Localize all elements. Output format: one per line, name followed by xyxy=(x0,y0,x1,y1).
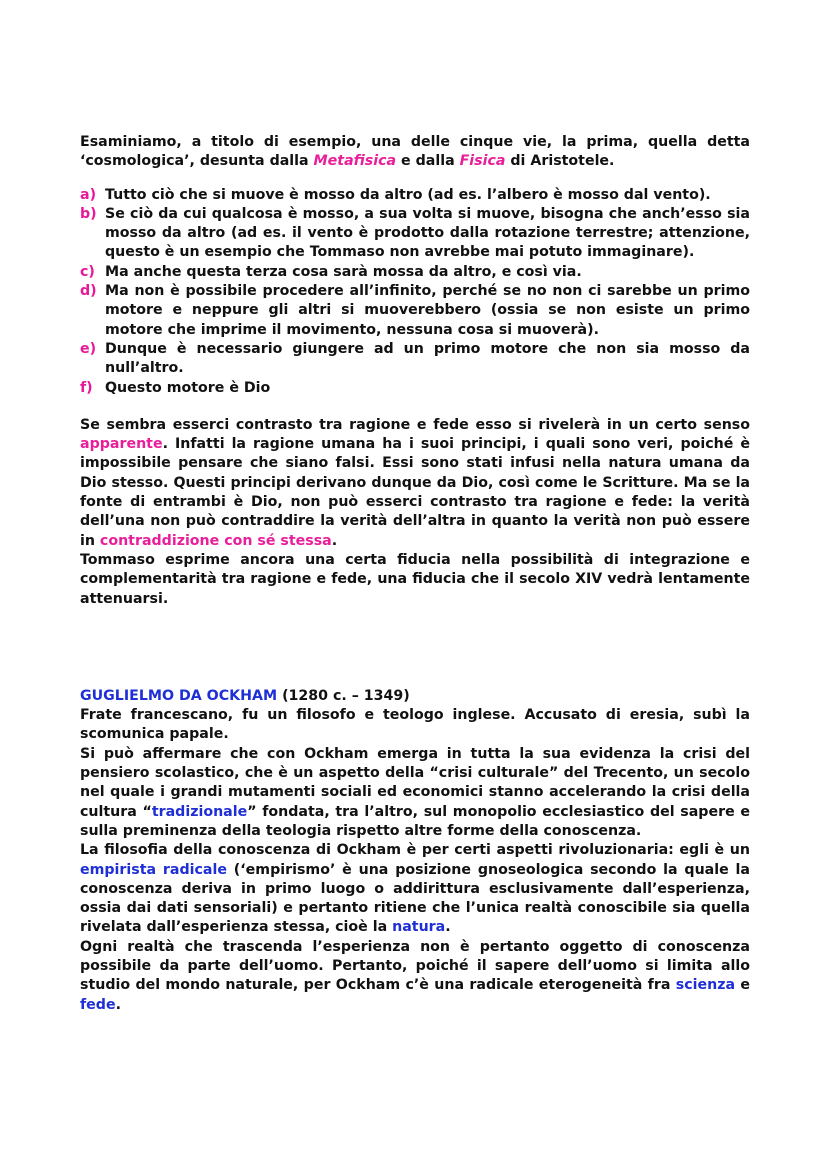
highlight-scienza: scienza xyxy=(675,977,736,994)
ockham-crisis-paragraph: Si può affermare che con Ockham emerga in tutta la sua evidenza la crisi del pensiero scolastico, che è un aspetto della “crisi culturale” del Trecento, un secolo nel quale i grandi mutamenti sociali ed economici stanno accelerando la crisi della cultura “tradizionale” fondata, tra l’altro, sul monopolio ecclesiastico del sapere e sulla preminenza della teologia rispetto altre forme della conoscenza. xyxy=(80,745,750,839)
ockham-name: GUGLIELMO DA OCKHAM xyxy=(80,687,278,704)
list-marker: c) xyxy=(80,263,95,280)
list-marker: b) xyxy=(80,205,97,222)
ockham-heading xyxy=(80,687,750,706)
list-item: e) Dunque è necessario giungere ad un primo motore che non sia mosso da null’altro. xyxy=(80,340,750,377)
ockham-bio-paragraph: Frate francescano, fu un filosofo e teologo inglese. Accusato di eresia, subì la scomunica papale. xyxy=(80,707,750,743)
list-marker: a) xyxy=(80,186,97,203)
faith-trust-paragraph: Tommaso esprime ancora una certa fiducia nella possibilità di integrazione e complementarità tra ragione e fede, una fiducia che il secolo XIV vedrà lentamente attenuarsi. xyxy=(80,551,750,607)
highlight-natura: natura xyxy=(392,919,446,936)
document-page xyxy=(80,133,750,1015)
list-item: b) Se ciò da cui qualcosa è mosso, a sua volta si muove, bisogna che anch’esso sia mosso da altro (ad es. il vento è prodotto dalla rotazione terrestre; attenzione, questo è un esempio che Tommaso non avrebbe mai potuto immaginare). xyxy=(80,205,750,261)
faith-reason-paragraph: Se sembra esserci contrasto tra ragione e fede esso si rivelerà in un certo senso apparente. Infatti la ragione umana ha i suoi principi, i quali sono veri, poiché è impossibile pensare che siano falsi. Essi sono stati infusi nella natura umana da Dio stesso. Questi principi derivano dunque da Dio, così come le Scritture. Ma se la fonte di entrambi è Dio, non può esserci contrasto tra ragione e fede: la verità dell’una non può contraddire la verità dell’altra in quanto la verità non può essere in contraddizione con sé stessa. xyxy=(80,416,750,549)
highlight-fisica: Fisica xyxy=(459,153,506,170)
list-item: f) Questo motore è Dio xyxy=(80,379,750,398)
ockham-heterogeneity-paragraph: Ogni realtà che trascenda l’esperienza non è pertanto oggetto di conoscenza possibile da parte dell’uomo. Pertanto, poiché il sapere dell’uomo si limita allo studio del mondo naturale, per Ockham c’è una radicale eterogeneità fra scienza e fede. xyxy=(80,938,751,1013)
highlight-metafisica: Metafisica xyxy=(313,153,397,170)
list-item: c) Ma anche questa terza cosa sarà mossa da altro, e così via. xyxy=(80,263,750,282)
highlight-empirista: empirista radicale xyxy=(80,861,227,878)
highlight-contraddizione: contraddizione con sé stessa xyxy=(99,532,332,549)
list-item: a) Tutto ciò che si muove è mosso da altro (ad es. l’albero è mosso dal vento). xyxy=(80,186,750,205)
highlight-fede: fede xyxy=(80,996,116,1013)
list-item: d) Ma non è possibile procedere all’infinito, perché se no non ci sarebbe un primo motore e neppure gli altri si muoverebbero (ossia se non esiste un primo motore che imprime il movimento, nessuna cosa si muoverà). xyxy=(80,283,750,338)
list-marker: e) xyxy=(80,340,97,357)
ockham-empiricism-paragraph: La filosofia della conoscenza di Ockham è per certi aspetti rivoluzionaria: egli è un empirista radicale (‘empirismo’ è una posizione gnoseologica secondo la quale la conoscenza deriva in primo luogo o addirittura esclusivamente dall’esperienza, ossia dai dati sensoriali) e pertanto ritiene che l’unica realtà conoscibile sia quella rivelata dall’esperienza stessa, cioè la natura. xyxy=(80,842,750,936)
highlight-apparente: apparente xyxy=(80,436,163,453)
ockham-dates: (1280 c. – 1349) xyxy=(277,687,410,704)
highlight-tradizionale: tradizionale xyxy=(151,803,248,820)
section-gap xyxy=(80,609,750,687)
list-marker: f) xyxy=(80,379,93,396)
intro-paragraph: Esaminiamo, a titolo di esempio, una delle cinque vie, la prima, quella detta ‘cosmologica’, desunta dalla Metafisica e dalla Fisica di Aristotele. xyxy=(80,134,750,170)
five-ways-steps-list xyxy=(80,186,750,398)
list-marker: d) xyxy=(80,283,97,300)
